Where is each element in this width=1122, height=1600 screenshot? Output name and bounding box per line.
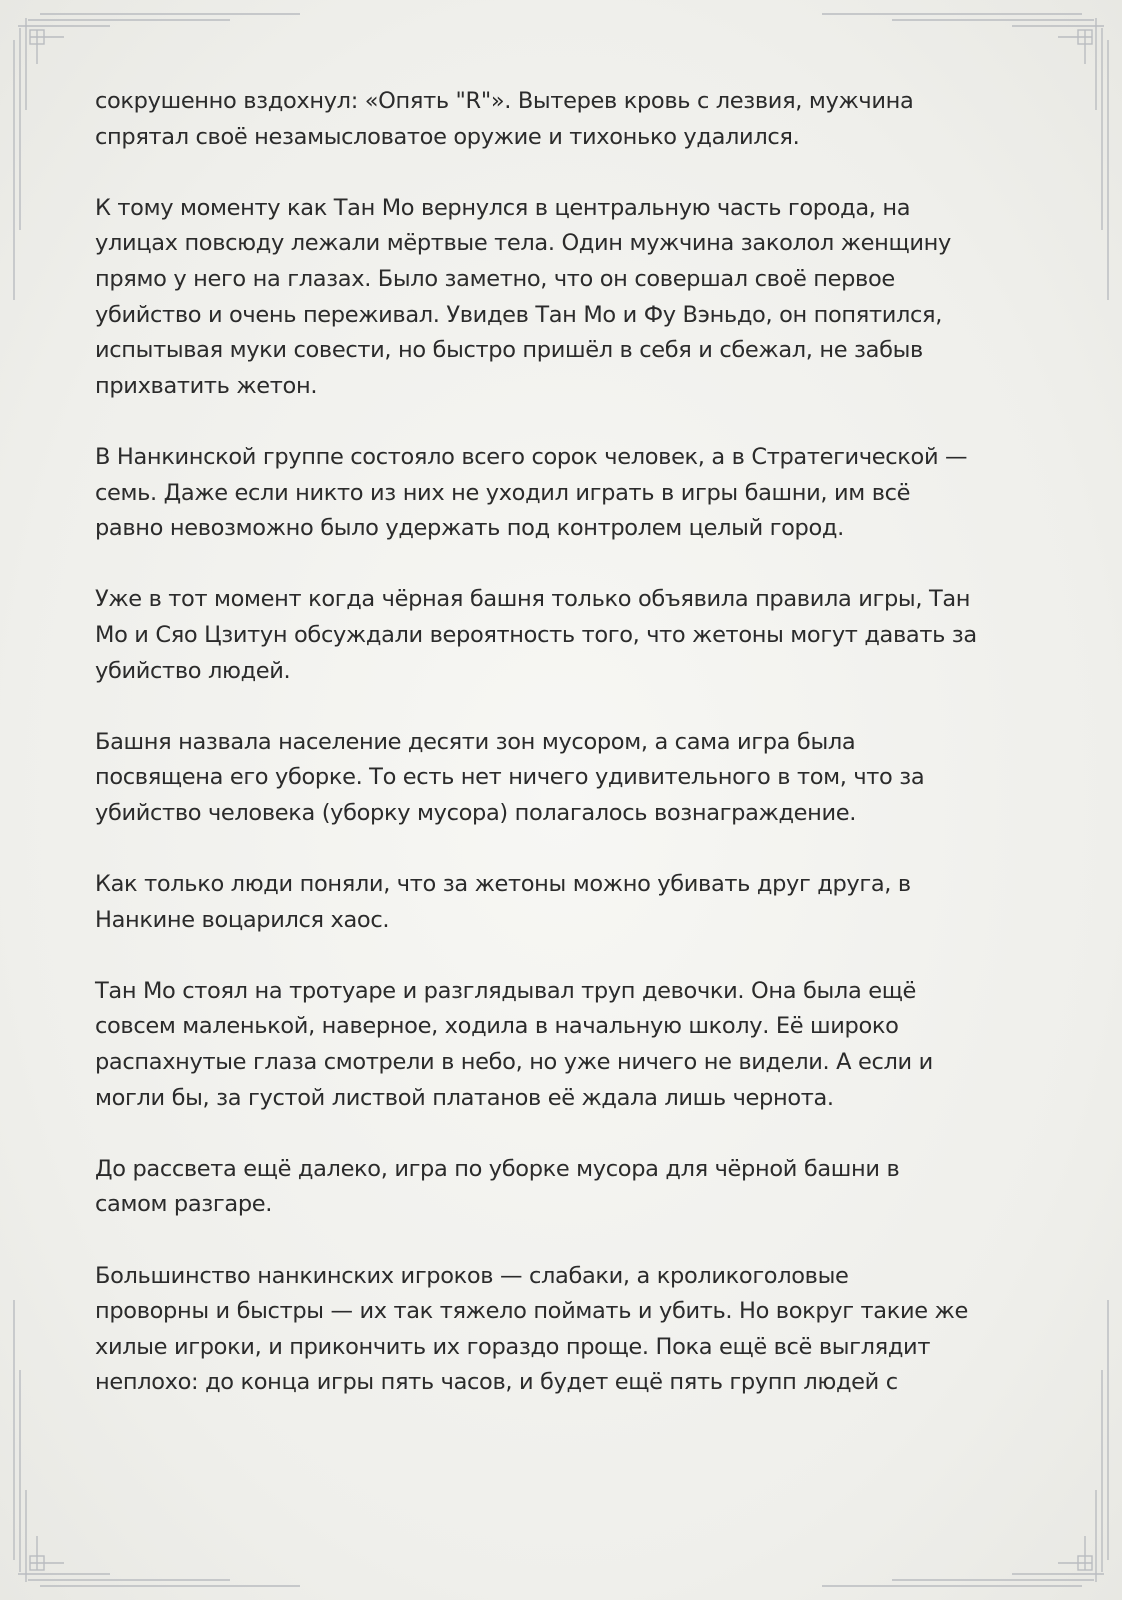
text-line: убийство человека (уборку мусора) полагалось вознаграждение.: [95, 799, 857, 826]
text-line: могли бы, за густой листвой платанов её ждала лишь чернота.: [95, 1084, 834, 1111]
paragraph-3: [95, 440, 1030, 547]
text-line: прямо у него на глазах. Было заметно, что он совершал своё первое: [95, 265, 895, 292]
paragraph-2: [95, 191, 1030, 405]
text-line: сокрушенно вздохнул: «Опять "R"». Вытерев кровь с лезвия, мужчина: [95, 88, 914, 114]
text-line: Уже в тот момент когда чёрная башня только объявила правила игры, Тан: [95, 586, 971, 613]
text-line: убийство и очень переживал. Увидев Тан Мо и Фу Вэньдо, он попятился,: [95, 301, 943, 328]
text-line: улицах повсюду лежали мёртвые тела. Один мужчина заколол женщину: [95, 230, 951, 257]
text-line: Мо и Сяо Цзитун обсуждали вероятность того, что жетоны могут давать за: [95, 621, 977, 648]
text-line: Большинство нанкинских игроков — слабаки, а кроликоголовые: [95, 1262, 849, 1289]
text-line: хилые игроки, и прикончить их гораздо проще. Пока ещё всё выглядит: [95, 1333, 931, 1360]
paragraph-7: [95, 974, 1030, 1116]
text-line: проворны и быстры — их так тяжело поймать и убить. Но вокруг такие же: [95, 1298, 968, 1325]
text-line: Башня назвала население десяти зон мусором, а сама игра была: [95, 728, 856, 755]
text-line: К тому моменту как Тан Мо вернулся в центральную часть города, на: [95, 194, 911, 221]
text-line: совсем маленькой, наверное, ходила в начальную школу. Её широко: [95, 1013, 899, 1040]
paragraph-8: [95, 1152, 1030, 1223]
text-line: Тан Мо стоял на тротуаре и разглядывал труп девочки. Она была ещё: [95, 977, 917, 1004]
text-line: испытывая муки совести, но быстро пришёл в себя и сбежал, не забыв: [95, 337, 923, 364]
text-line: посвящена его уборке. То есть нет ничего удивительного в том, что за: [95, 764, 925, 791]
text-line: спрятал своё незамысловатое оружие и тихонько удалился.: [95, 123, 800, 150]
text-line: прихватить жетон.: [95, 372, 318, 399]
text-line: семь. Даже если никто из них не уходил играть в игры башни, им всё: [95, 479, 911, 506]
text-line: распахнутые глаза смотрели в небо, но уже ничего не видели. А если и: [95, 1049, 933, 1076]
text-line: неплохо: до конца игры пять часов, и будет ещё пять групп людей с: [95, 1369, 898, 1396]
text-line: Нанкине воцарился хаос.: [95, 906, 390, 933]
text-line: В Нанкинской группе состояло всего сорок человек, а в Стратегической —: [95, 443, 968, 470]
paragraph-9: [95, 1259, 1030, 1401]
paragraph-4: [95, 582, 1030, 689]
document-body: [95, 84, 1030, 1437]
paragraph-6: [95, 867, 1030, 938]
paragraph-1: [95, 84, 1030, 155]
text-line: самом разгаре.: [95, 1191, 273, 1218]
text-line: До рассвета ещё далеко, игра по уборке мусора для чёрной башни в: [95, 1155, 900, 1182]
text-line: равно невозможно было удержать под контролем целый город.: [95, 515, 844, 542]
text-line: убийство людей.: [95, 657, 291, 684]
text-line: Как только люди поняли, что за жетоны можно убивать друг друга, в: [95, 871, 911, 898]
paragraph-5: [95, 725, 1030, 832]
